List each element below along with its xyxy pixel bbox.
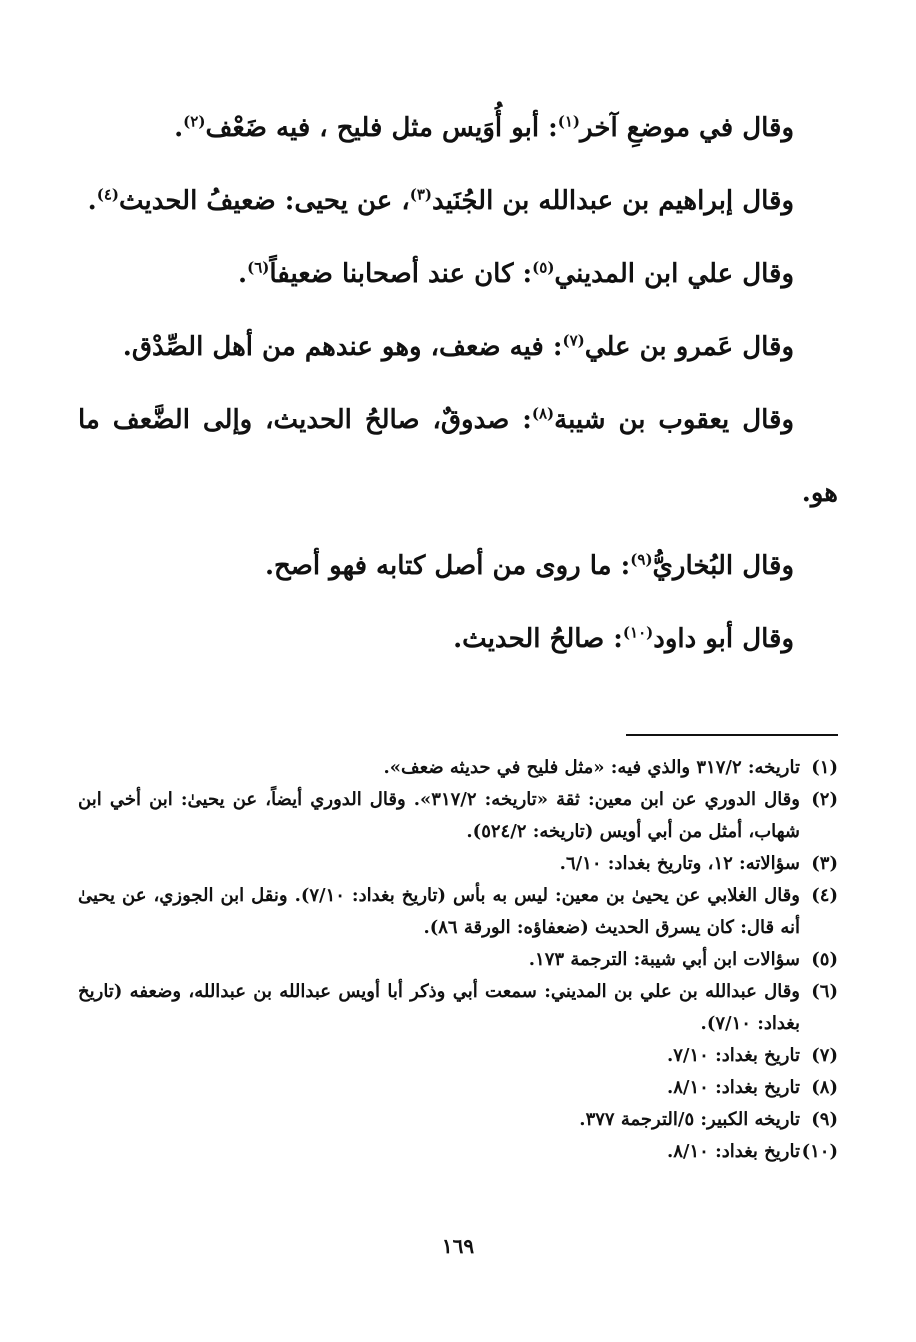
paragraph-text: : ما روى من أصل كتابه فهو أصح. [264, 551, 631, 581]
footnote-7 [78, 1040, 838, 1072]
paragraph-6 [78, 530, 838, 603]
footnote-5 [78, 944, 838, 976]
paragraph-text: : كان عند أصحابنا ضعيفاً [269, 259, 533, 289]
footnote-divider [626, 734, 838, 736]
paragraph-5 [78, 384, 838, 530]
paragraph-text: وقال البُخاريُّ [652, 551, 794, 581]
paragraph-text: . [87, 186, 97, 216]
footnote-number: (٩) [811, 1109, 838, 1130]
footnote-text: سؤالات ابن أبي شيبة: الترجمة ١٧٣. [528, 949, 800, 970]
paragraph-text: وقال إبراهيم بن عبدالله بن الجُنَيد [432, 186, 794, 216]
footnote-text: تاريخ بغداد: ٨/١٠. [666, 1077, 800, 1098]
footnote-number: (٣) [811, 853, 838, 874]
footnote-ref[interactable]: (٥) [532, 258, 555, 277]
footnote-ref[interactable]: (٨) [531, 404, 555, 423]
footnote-text: وقال عبدالله بن علي بن المديني: سمعت أبي وذكر أبا أويس عبدالله بن عبدالله، وضعفه (تاريخ بغداد: ٧/١٠). [78, 981, 800, 1034]
paragraph-3 [78, 238, 838, 311]
footnote-text: وقال الدوري عن ابن معين: ثقة «تاريخه: ٣١٧/٢». وقال الدوري أيضاً، عن يحيىٰ: ابن أخي ابن شهاب، أمثل من أبي أويس (تاريخه: ٥٢٤/٢). [78, 789, 800, 842]
footnote-8 [78, 1072, 838, 1104]
footnotes [78, 752, 838, 1168]
footnote-1 [78, 752, 838, 784]
footnote-ref[interactable]: (٤) [96, 185, 119, 204]
footnote-number: (٨) [811, 1077, 838, 1098]
footnote-number: (١) [811, 757, 838, 778]
footnote-number: (٧) [811, 1045, 838, 1066]
footnote-number: (١٠) [801, 1141, 838, 1162]
paragraph-7 [78, 603, 838, 676]
paragraph-text: ، عن يحيى: ضعيفُ الحديث [118, 186, 410, 216]
footnote-3 [78, 848, 838, 880]
footnote-6 [78, 976, 838, 1040]
main-text [78, 92, 838, 676]
footnote-number: (٢) [811, 789, 838, 810]
footnote-text: وقال الغلابي عن يحيىٰ بن معين: ليس به بأس (تاريخ بغداد: ٧/١٠). ونقل ابن الجوزي، عن يحيىٰ أنه قال: كان يسرق الحديث (ضعفاؤه: الورقة ٨٦). [78, 885, 800, 938]
footnote-text: تاريخ بغداد: ٧/١٠. [666, 1045, 800, 1066]
footnote-ref[interactable]: (٣) [409, 185, 433, 204]
footnote-ref[interactable]: (١) [557, 112, 581, 131]
footnote-number: (٥) [811, 949, 838, 970]
footnote-text: تاريخ بغداد: ٨/١٠. [666, 1141, 800, 1162]
footnote-9 [78, 1104, 838, 1136]
paragraph-text: : فيه ضعف، وهو عندهم من أهل الصِّدْق. [122, 332, 563, 362]
footnote-text: تاريخه: ٣١٧/٢ والذي فيه: «مثل فليح في حديثه ضعف». [383, 757, 800, 778]
paragraph-text: وقال في موضعِ آخر [580, 113, 794, 143]
paragraph-text: وقال عَمرو بن علي [584, 332, 794, 362]
paragraph-text: : صدوقٌ، صالحُ الحديث، وإلى الضَّعف ما هو. [78, 405, 838, 508]
paragraph-text: : صالحُ الحديث. [453, 624, 623, 654]
footnote-ref[interactable]: (٧) [562, 331, 585, 350]
footnote-4 [78, 880, 838, 944]
footnote-ref[interactable]: (٩) [630, 550, 653, 569]
page-number: ١٦٩ [441, 1234, 475, 1258]
paragraph-text: : أبو أُوَيس مثل فليح ، فيه ضَعْف [205, 113, 558, 143]
footnote-text: تاريخه الكبير: ٥/الترجمة ٣٧٧. [579, 1109, 800, 1130]
paragraph-text: . [238, 259, 248, 289]
paragraph-text: وقال يعقوب بن شيبة [554, 405, 794, 435]
paragraph-text: وقال علي ابن المديني [554, 259, 794, 289]
footnote-2 [78, 784, 838, 848]
footnote-number: (٤) [811, 885, 838, 906]
paragraph-text: وقال أبو داود [653, 624, 794, 654]
paragraph-4 [78, 311, 838, 384]
paragraph-text: . [174, 113, 184, 143]
paragraph-2 [78, 165, 838, 238]
paragraph-1 [78, 92, 838, 165]
footnote-text: سؤالاته: ١٢، وتاريخ بغداد: ٦/١٠. [559, 853, 800, 874]
footnote-ref[interactable]: (٢) [183, 112, 206, 131]
footnote-number: (٦) [811, 981, 838, 1002]
footnote-ref[interactable]: (٦) [247, 258, 270, 277]
footnote-10 [78, 1136, 838, 1168]
footnote-ref[interactable]: (١٠) [622, 623, 654, 642]
